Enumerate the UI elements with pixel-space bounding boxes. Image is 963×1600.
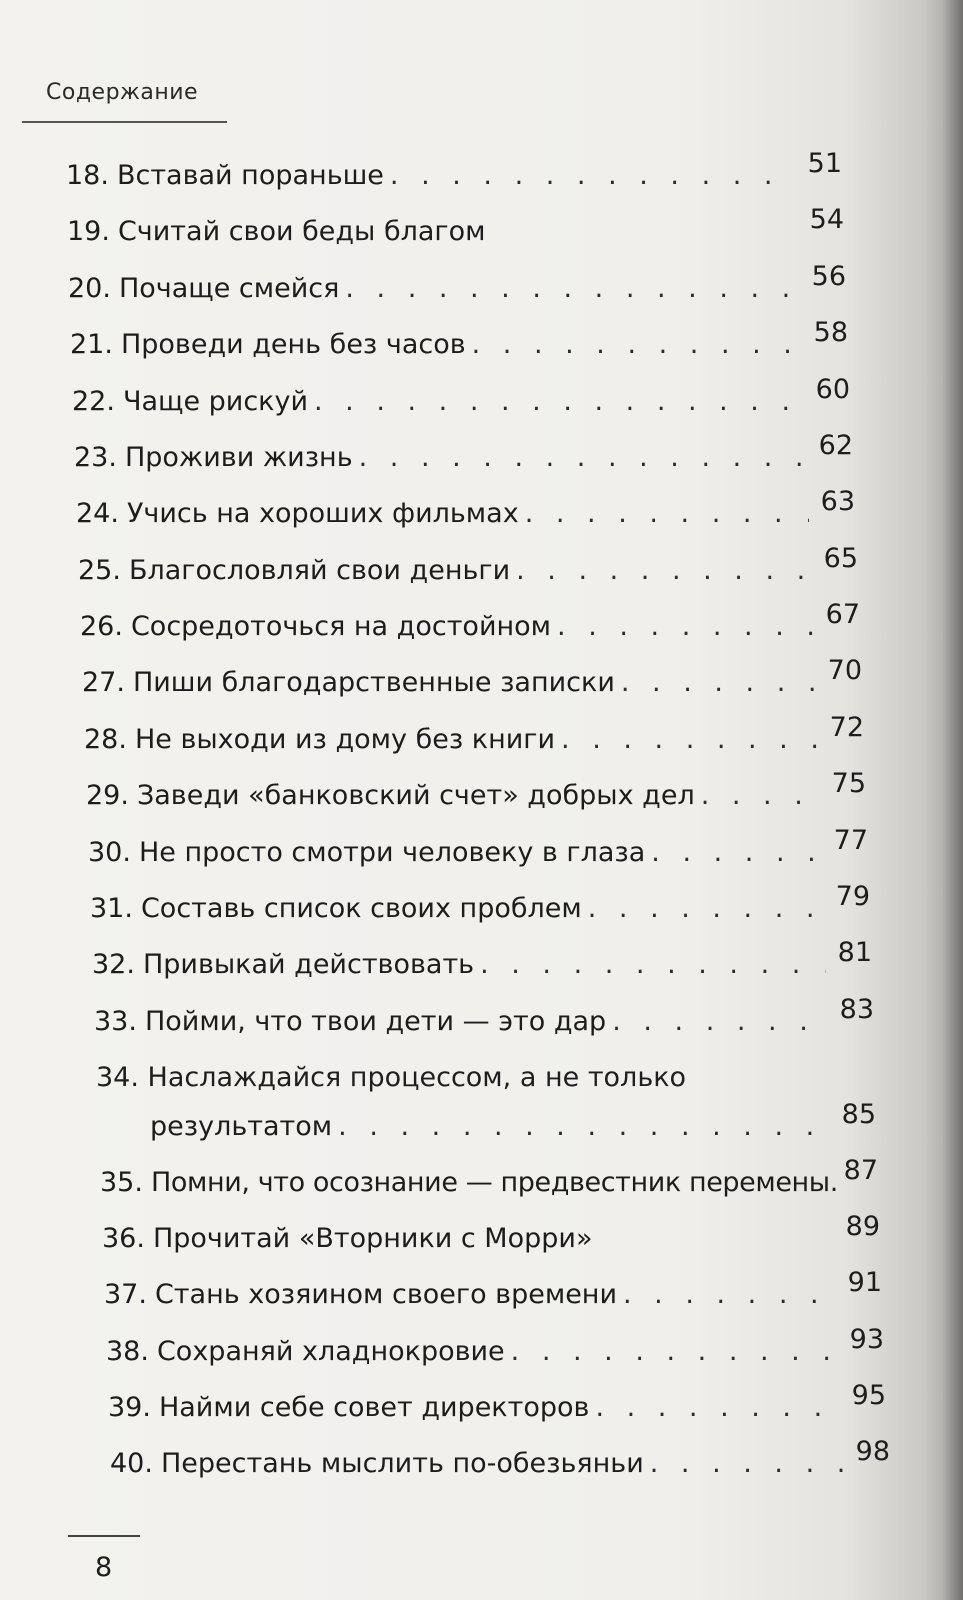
toc-entry [74,430,853,476]
toc-entry [66,148,842,194]
toc-entry [104,1267,882,1313]
toc-entry-title: Почаще смейся [118,273,340,304]
toc-entry-number: 38. [106,1336,149,1367]
toc-entry-page: 89 [845,1211,880,1242]
toc-entry-title: Сосредоточься на достойном [130,611,552,642]
toc-entry [94,994,874,1040]
toc-entry [80,599,860,645]
toc-entry-title: Не выходи из дому без книги [134,724,556,755]
toc-entry-title: Найми себе совет директоров [158,1392,590,1423]
toc-entry-page: 79 [835,881,870,912]
toc-entry-number: 35. [100,1167,143,1198]
toc-entry-page: 83 [839,994,874,1025]
dot-leader [338,1109,830,1145]
toc-entry-number: 34. [96,1062,139,1093]
dot-leader [623,1277,836,1313]
toc-entry [100,1155,878,1201]
toc-entry-number: 32. [92,949,135,980]
toc-entry [106,1324,884,1370]
dot-leader [480,947,826,983]
running-head: Содержание [46,80,199,105]
toc-entry [78,543,858,589]
toc-entry-page: 51 [807,148,842,179]
toc-entry-title: Проведи день без часов [120,329,466,360]
toc-entry-page: 93 [849,1324,884,1355]
dot-leader [701,778,820,814]
toc-entry-title: Стань хозяином своего времени [154,1279,618,1310]
toc-entry-first-line [96,1060,686,1096]
toc-entry-title: Сохраняй хладнокровие [156,1336,505,1367]
page-number: 8 [95,1552,113,1583]
toc-entry [86,768,866,814]
folio-rule [68,1535,140,1537]
toc-entry-title: Учись на хороших фильмах [126,498,519,529]
toc-entry-number: 28. [84,724,127,755]
toc-entry-number: 36. [102,1223,145,1254]
toc-entry-page: 95 [851,1380,886,1411]
toc-entry [108,1380,886,1426]
toc-entry-title: Наслаждайся процессом, а не только [147,1062,687,1093]
dot-leader [651,835,822,871]
toc-entry [82,655,862,701]
toc-entry [72,374,850,420]
toc-entry [110,1436,890,1482]
dot-leader [561,722,818,758]
toc-entry-title: Благословляй свои деньги [128,555,511,586]
toc-entry-page: 58 [813,317,848,348]
toc-entry-title: Считай свои беды благом [117,216,486,247]
dot-leader [650,1446,844,1482]
toc-entry-title: Составь список своих проблем [140,893,582,924]
toc-entry-number: 31. [90,893,133,924]
toc-entry-page: 75 [831,768,866,799]
toc-entry-number: 29. [86,780,129,811]
toc-entry-title: Прочитай «Вторники с Морри» [152,1223,593,1254]
toc-entry-number: 39. [108,1392,151,1423]
dot-leader [612,1004,828,1040]
toc-entry-number: 40. [110,1448,153,1479]
toc-entry-number: 24. [76,498,119,529]
toc-entry-page: 62 [818,430,853,461]
dot-leader [511,1334,838,1370]
toc-entry-page: 60 [815,374,850,405]
dot-leader [390,158,796,194]
toc-entry-number: 18. [66,160,109,191]
toc-entry-title-continued: результатом [150,1111,333,1142]
toc-entry-title: Привыкай действовать [142,949,475,980]
dot-leader [557,609,814,645]
toc-entry-page: 56 [811,261,846,292]
toc-entry-title: Пиши благодарственные записки [132,667,615,698]
toc-entry-page: 98 [855,1436,890,1467]
toc-entry-page: 54 [809,204,844,235]
toc-entry-title: Перестань мыслить по-обезьяньи [160,1448,644,1479]
toc-entry-title: Чаще рискуй [122,386,308,417]
toc-entry-page: 87 [843,1155,878,1186]
toc-entry [70,317,848,363]
toc-entry-title: Вставай пораньше [116,160,384,191]
toc-entry-number: 21. [70,329,113,360]
toc-entry-page: 85 [841,1099,876,1130]
toc-entry-number: 23. [74,442,117,473]
dot-leader [359,440,807,476]
toc-entry-number: 26. [80,611,123,642]
toc-entry [92,937,872,983]
toc-entry [102,1211,880,1257]
toc-entry-number: 30. [88,837,131,868]
toc-entry-title: Проживи жизнь [124,442,353,473]
toc-entry-second-line [150,1099,876,1145]
toc-entry-page: 81 [837,937,872,968]
dot-leader [314,384,804,420]
toc-entry-title: Пойми, что твои дети — это дар [144,1006,607,1037]
toc-entry [68,261,846,307]
toc-entry-number: 33. [94,1006,137,1037]
toc-entry-title: Помни, что осознание — предвестник перемены. [150,1167,838,1198]
toc-entry [67,204,844,250]
toc-entry [76,486,855,532]
toc-entry-page: 63 [820,486,855,517]
dot-leader [516,553,812,589]
toc-entry-number: 37. [104,1279,147,1310]
toc-entry-page: 91 [847,1267,882,1298]
toc-entry-number: 25. [78,555,121,586]
toc-entry-title: Заведи «банковский счет» добрых дел [136,780,695,811]
toc-entry [88,825,868,871]
toc-entry-number: 19. [67,216,110,247]
toc-entry-page: 70 [827,655,862,686]
dot-leader [588,891,824,927]
toc-entry-title: Не просто смотри человеку в глаза [138,837,646,868]
toc-entry [90,881,870,927]
dot-leader [525,496,809,532]
toc-entry-page: 72 [829,712,864,743]
dot-leader [621,665,816,701]
toc-entry-number: 27. [82,667,125,698]
toc-entry-page: 65 [823,543,858,574]
dot-leader [595,1390,840,1426]
toc-entry-number: 20. [68,273,111,304]
dot-leader [345,271,800,307]
toc-entry-page: 77 [833,825,868,856]
dot-leader [472,327,802,363]
toc-entry-number: 22. [72,386,115,417]
toc-entry [84,712,864,758]
toc-entry-page: 67 [825,599,860,630]
